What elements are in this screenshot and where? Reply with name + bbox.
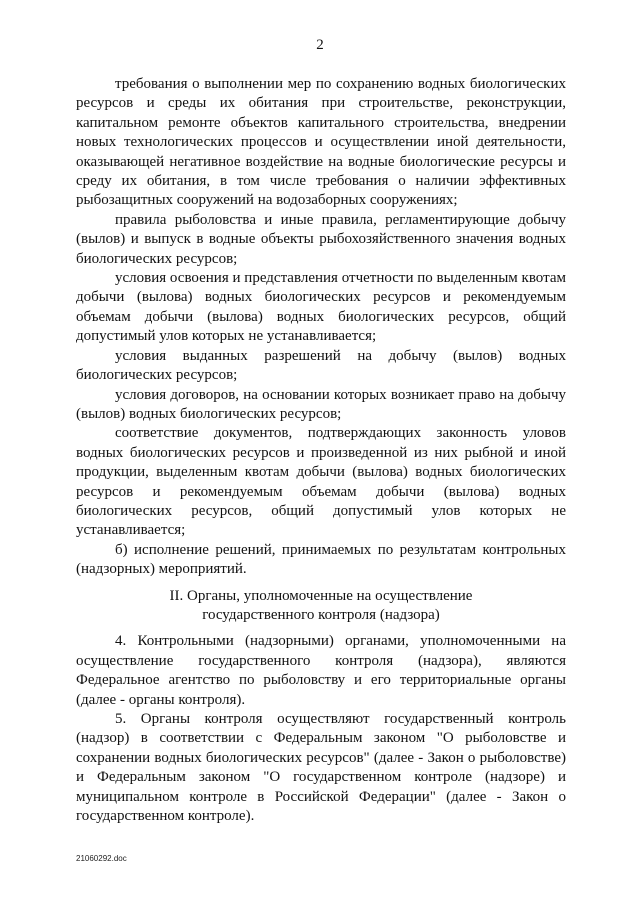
paragraph-decisions-execution: б) исполнение решений, принимаемых по результатам контрольных (надзорных) мероприятий. bbox=[76, 541, 566, 578]
spacer bbox=[76, 580, 566, 587]
section-heading-line-2: государственного контроля (надзора) bbox=[202, 606, 440, 623]
paragraph-document-compliance: соответствие документов, подтверждающих законность уловов водных биологических ресурсов и произведенной из них рыбной и иной продукции, выделенным квотам добычи (вылова) водных биологических ресурсов и рекомендуемым объемам добычи (вылова) водных биологических ресурсов, общий допустимый улов которых не устанавливается; bbox=[76, 425, 566, 539]
footer-filename: 21060292.doc bbox=[76, 854, 127, 863]
paragraph-requirements-measures: требования о выполнении мер по сохранению водных биологических ресурсов и среды их обитания при строительстве, реконструкции, капитальном ремонте объектов капитального строительства, внедрении новых технологических процессов и осуществлении иной деятельности, оказывающей негативное воздействие на водные биологические ресурсы и среду их обитания, в том числе требования о наличии эффективных рыбозащитных сооружений на водозаборных сооружениях; bbox=[76, 76, 566, 209]
paragraph-item-4: 4. Контрольными (надзорными) органами, уполномоченными на осуществление государственного контроля (надзора), являются Федеральное агентство по рыболовству и его территориальные органы (далее - органы контроля). bbox=[76, 633, 566, 708]
paragraph-contract-conditions: условия договоров, на основании которых возникает право на добычу (вылов) водных биологических ресурсов; bbox=[76, 386, 566, 422]
paragraph-fishing-rules: правила рыболовства и иные правила, регламентирующие добычу (вылов) и выпуск в водные объекты рыбохозяйственного значения водных биологических ресурсов; bbox=[76, 211, 566, 267]
spacer bbox=[76, 625, 566, 632]
paragraph-item-5: 5. Органы контроля осуществляют государственный контроль (надзор) в соответствии с Федеральным законом "О рыболовстве и сохранении водных биологических ресурсов" (далее - Закон о рыболовстве) и Федеральным законом "О государственном контроле (надзоре) и муниципальном контроле в Российской Федерации" (далее - Закон о государственном контроле). bbox=[76, 711, 566, 825]
section-heading-line-1: II. Органы, уполномоченные на осуществление bbox=[169, 587, 473, 604]
section-heading bbox=[76, 587, 566, 626]
paragraph-quota-conditions: условия освоения и представления отчетности по выделенным квотам добычи (вылова) водных биологических ресурсов и рекомендуемым объемам добычи (вылова) водных биологических ресурсов, общий допустимый улов которых не устанавливается; bbox=[76, 270, 566, 345]
document-body bbox=[76, 75, 566, 826]
paragraph-permit-conditions: условия выданных разрешений на добычу (вылов) водных биологических ресурсов; bbox=[76, 347, 566, 384]
page-number: 2 bbox=[316, 37, 324, 53]
